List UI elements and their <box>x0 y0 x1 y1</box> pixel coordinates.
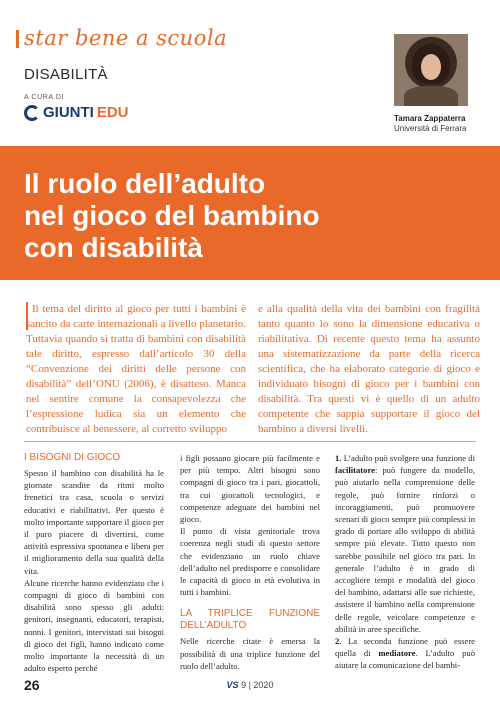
giunti-edu-logo <box>24 104 129 121</box>
curated-by-label: A CURA DI <box>24 94 65 101</box>
body-paragraph-facilitatore <box>335 452 475 635</box>
section-rule <box>16 30 19 48</box>
intro-left-text: l tema del diritto al gioco per tutti i bambini è sancito da carte internazionali a livello planetario. Tuttavia quando si tratta di bambini con disabilità tale diritto, espresso dall’articolo 30 della “Convenzione dei diritti delle persone con disabilità” dell’ONU (2006), è disatteso. Manca nel sentire comune la consapevolezza che l’espressione ludica sia un elemento che contribuisce al benessere, al corretto sviluppo <box>26 303 246 435</box>
intro-dropcap-letter: I <box>32 303 36 315</box>
intro-paragraph-right: e alla qualità della vita dei bambini con fragilità tanto quanto lo sono la dimensione educativa o riabilitativa. Di recente questo tema ha assunto una sistematizzazione da parte della ricerca scientifica, che ha elaborato categorie di gioco e individuato bisogni di gioco per i bambini con disabilità. Tra questi vi è quello di un adulto competente che sappia supportare il gioco del bambino a diversi livelli. <box>258 303 480 435</box>
body-text: La seconda funzione può essere quella di <box>335 636 475 659</box>
magazine-logo: VS <box>226 680 239 690</box>
title-line-3: con disabilità <box>24 232 203 263</box>
issue-label: 9 | 2020 <box>241 680 274 690</box>
column-1 <box>24 452 164 674</box>
author-affiliation: Università di Ferrara <box>394 124 467 133</box>
body-paragraph: i figli possano giocare più facilmente e per più tempo. Altri bisogni sono compagni di gioco tra i pari, giocattoli, tra cui giocattoli tecnologici, e competenze adeguate dei bambini nel gioco. <box>180 453 320 525</box>
body-paragraph: Alcune ricerche hanno evidenziato che i compagni di gioco di bambini con disabilità sono spesso gli adulti: genitori, insegnanti, educatori, terapisti, nonni. I genitori, intervistati sui bisogni di gioco dei figli, hanno indicato come molto importante la necessità di un adulto esperto perché <box>24 577 164 674</box>
footer-issue <box>0 680 500 690</box>
column-3 <box>335 452 475 672</box>
title-line-1: Il ruolo dell’adulto <box>24 168 266 199</box>
intro-paragraph-left <box>26 302 246 437</box>
title-line-2: nel gioco del bambino <box>24 200 320 231</box>
section-name: star bene a scuola <box>24 26 228 50</box>
title-banner <box>0 146 500 280</box>
body-paragraph: Nelle ricerche citate è emersa la possibilità di una triplice funzione del ruolo dell’adulto. <box>180 636 320 671</box>
logo-mark-icon <box>24 105 40 121</box>
body-text: : può fungere da modello, può aiutarlo nella comprensione delle regole, può fornire rinforzi o incoraggiamenti, può promuovere scenari di gioco sempre più complessi in grado di portare allo sviluppo di abilità sempre più elevate. Tutto questo non sarebbe possibile nel gioco tra pari. In generale l’adulto è in grado di accogliere tempi e modalità del gioco del bambino, adattarsi alle sue richieste, assistere il bambino nella comprensione delle regole, veicolare competenze e abilità in aree specifiche. <box>335 465 475 634</box>
keyword-mediatore: mediatore <box>378 648 416 659</box>
body-paragraph: Spesso il bambino con disabilità ha le giornate scandite da ritmi molto frenetici tra casa, scuola o servizi educativi e riabilitativi. Per questo è molto importante supportare il gioco per il puro piacere di divertirsi, come attività espressiva spontanea e libera per il miglioramento della sua qualità della vita. <box>24 468 164 576</box>
list-number: 1. <box>335 453 342 463</box>
heading-bisogni: I BISOGNI DI GIOCO <box>24 452 121 463</box>
logo-text-giunti: GIUNTI <box>43 104 94 121</box>
body-text: . L’adulto può aiutare la comunicazione del bambi- <box>335 648 476 671</box>
article-title <box>24 168 464 264</box>
author-photo <box>394 34 468 106</box>
body-text: L’adulto può svolgere una funzione di <box>341 453 475 463</box>
category-label: DISABILITÀ <box>24 66 108 83</box>
list-number: 2. <box>335 636 342 647</box>
logo-text-edu: EDU <box>96 104 129 121</box>
section-divider <box>24 441 476 442</box>
keyword-facilitatore: facilitatore <box>335 465 375 476</box>
body-paragraph-mediatore <box>335 635 475 672</box>
body-paragraph: Il punto di vista genitoriale trova coerenza negli studi di questo settore che evidenziano un ruolo chiave dell’adulto nel predisporre e consolidare le capacità di gioco in età evolutiva in tutti i bambini. <box>180 526 320 598</box>
column-2 <box>180 452 320 672</box>
author-name: Tamara Zappaterra <box>394 114 466 123</box>
heading-triplice-funzione: LA TRIPLICE FUNZIONE DELL’ADULTO <box>180 608 320 632</box>
page-number: 26 <box>24 677 40 693</box>
